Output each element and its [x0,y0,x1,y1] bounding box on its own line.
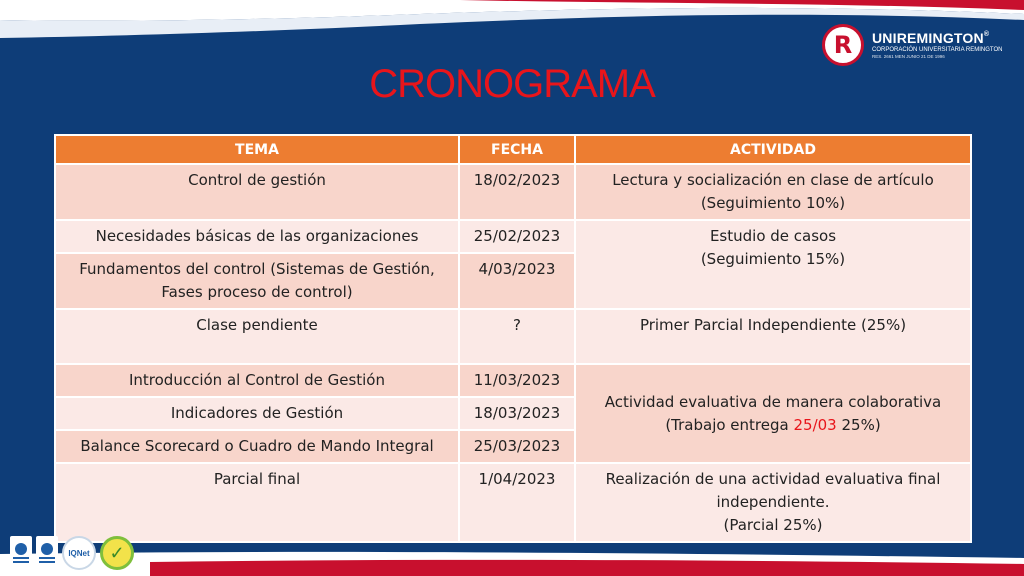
fecha-cell: 4/03/2023 [459,253,575,309]
fecha-cell: 25/03/2023 [459,430,575,463]
tema-cell: Clase pendiente [55,309,459,364]
due-date-highlight: 25/03 [793,415,837,434]
table-row [55,364,971,397]
fecha-cell: 11/03/2023 [459,364,575,397]
actividad-cell [575,220,971,309]
logo-resolution: RES. 2661 MEN JUNIO 21 DE 1996 [872,53,945,59]
actividad-line: independiente. [716,493,830,511]
iqnet-cert-icon: IQNet [62,536,96,570]
tema-cell: Balance Scorecard o Cuadro de Mando Integral [55,430,459,463]
tema-cell: Introducción al Control de Gestión [55,364,459,397]
actividad-line: Realización de una actividad evaluativa final [605,470,941,488]
fecha-cell: 1/04/2023 [459,463,575,542]
actividad-line: (Seguimiento 15%) [700,250,846,268]
tema-cell: Control de gestión [55,164,459,220]
schedule-table [54,134,972,543]
icontec-quality-cert-icon [36,536,58,570]
table-row [55,220,971,253]
actividad-line: (Seguimiento 10%) [700,194,846,212]
actividad-cell [575,164,971,220]
fecha-cell: 25/02/2023 [459,220,575,253]
uniremington-mark-icon [822,24,864,66]
actividad-cell: Primer Parcial Independiente (25%) [575,309,971,364]
header-fecha: FECHA [459,135,575,164]
actividad-cell [575,364,971,463]
tema-cell: Necesidades básicas de las organizaciones [55,220,459,253]
actividad-line: (Parcial 25%) [723,516,823,534]
icontec-iso-cert-icon [10,536,32,570]
table-row [55,309,971,364]
tema-cell: Fundamentos del control (Sistemas de Gestión, Fases proceso de control) [55,253,459,309]
tema-cell: Parcial final [55,463,459,542]
actividad-line: Actividad evaluativa de manera colaborativa [604,392,942,411]
actividad-line: (Trabajo entrega 25/03 25%) [665,415,881,434]
logo-name: UNIREMINGTON® [872,29,990,46]
page-title: CRONOGRAMA [369,62,655,106]
fecha-cell: 18/02/2023 [459,164,575,220]
header-actividad: ACTIVIDAD [575,135,971,164]
table-header-row [55,135,971,164]
certification-badges [10,536,134,570]
fecha-cell: 18/03/2023 [459,397,575,430]
bottom-decorative-swoosh [0,528,1024,576]
tema-cell: Indicadores de Gestión [55,397,459,430]
header-tema: TEMA [55,135,459,164]
actividad-line: Lectura y socialización en clase de artículo [612,171,934,189]
logo-subtitle: CORPORACIÓN UNIVERSITARIA REMINGTON [872,46,1003,53]
logo-mark-letter: R [833,31,853,59]
fecha-cell: ? [459,309,575,364]
logo-text [872,31,1002,60]
table-row [55,164,971,220]
actividad-line: Estudio de casos [709,227,837,245]
quality-seal-icon: ✓ [100,536,134,570]
